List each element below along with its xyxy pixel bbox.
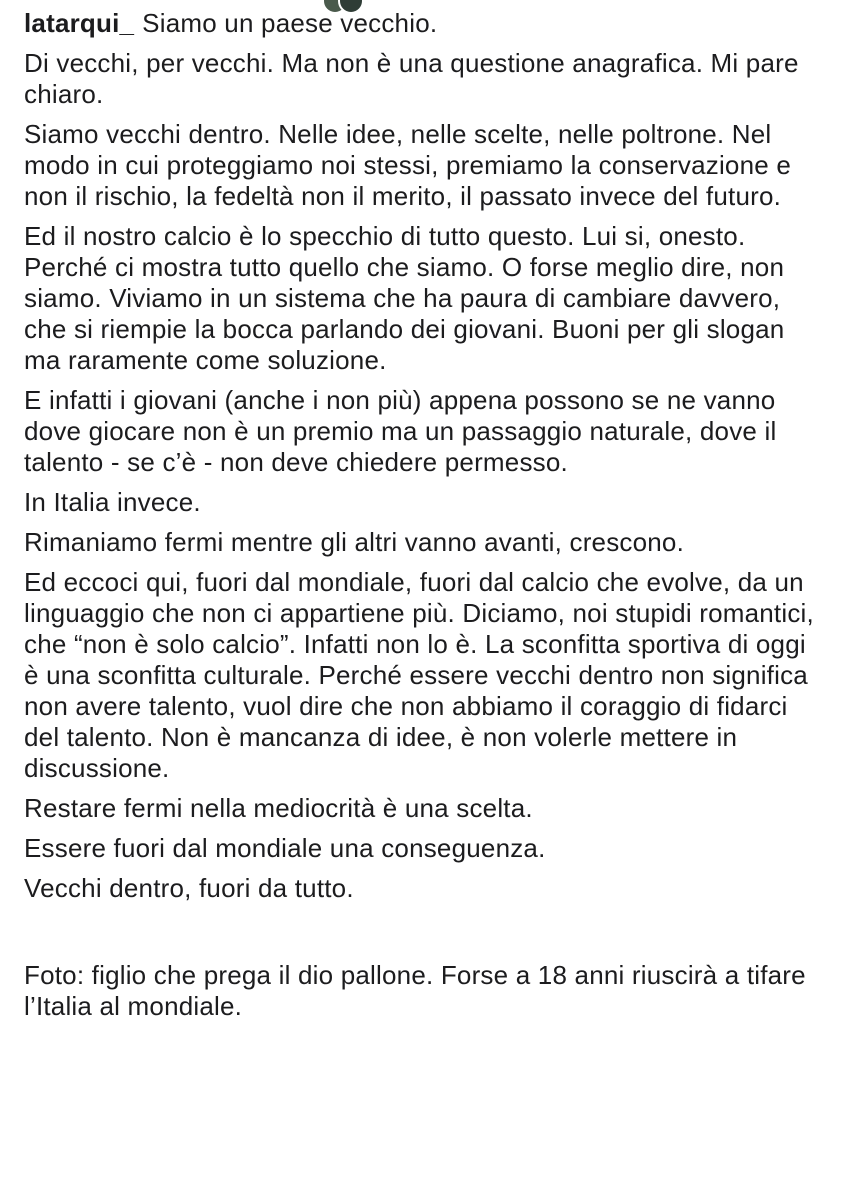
post-caption	[24, 8, 824, 1022]
caption-paragraph: Siamo vecchi dentro. Nelle idee, nelle scelte, nelle poltrone. Nel modo in cui proteggiamo noi stessi, premiamo la conservazione e non il rischio, la fedeltà non il merito, il passato invece del futuro.	[24, 119, 791, 211]
caption-paragraph	[24, 8, 824, 39]
caption-paragraph: Essere fuori dal mondiale una conseguenza.	[24, 833, 546, 863]
caption-paragraph: Ed eccoci qui, fuori dal mondiale, fuori dal calcio che evolve, da un linguaggio che non ci appartiene più. Diciamo, noi stupidi romantici, che “non è solo calcio”. Infatti non lo è. La sconfitta sportiva di oggi è una sconfitta culturale. Perché essere vecchi dentro non significa non avere talento, vuol dire che non abbiamo il coraggio di fidarci del talento. Non è mancanza di idee, è non volerle mettere in discussione.	[24, 567, 814, 783]
photo-caption-footer: Foto: figlio che prega il dio pallone. Forse a 18 anni riuscirà a tifare l’Italia al mondiale.	[24, 960, 806, 1021]
caption-spacer	[24, 913, 824, 960]
caption-paragraph: Vecchi dentro, fuori da tutto.	[24, 873, 354, 903]
caption-paragraph: Restare fermi nella mediocrità è una scelta.	[24, 793, 533, 823]
caption-paragraph: E infatti i giovani (anche i non più) appena possono se ne vanno dove giocare non è un premio ma un passaggio naturale, dove il talento - se c’è - non deve chiedere permesso.	[24, 385, 777, 477]
caption-paragraph: Rimaniamo fermi mentre gli altri vanno avanti, crescono.	[24, 527, 685, 557]
caption-paragraph: In Italia invece.	[24, 487, 201, 517]
caption-paragraph: Ed il nostro calcio è lo specchio di tutto questo. Lui si, onesto. Perché ci mostra tutto quello che siamo. O forse meglio dire, non siamo. Viviamo in un sistema che ha paura di cambiare davvero, che si riempie la bocca parlando dei giovani. Buoni per gli slogan ma raramente come soluzione.	[24, 221, 785, 375]
caption-text: Siamo un paese vecchio.	[142, 8, 438, 38]
caption-paragraph: Di vecchi, per vecchi. Ma non è una questione anagrafica. Mi pare chiaro.	[24, 48, 799, 109]
username-link[interactable]: latarqui_	[24, 8, 135, 38]
